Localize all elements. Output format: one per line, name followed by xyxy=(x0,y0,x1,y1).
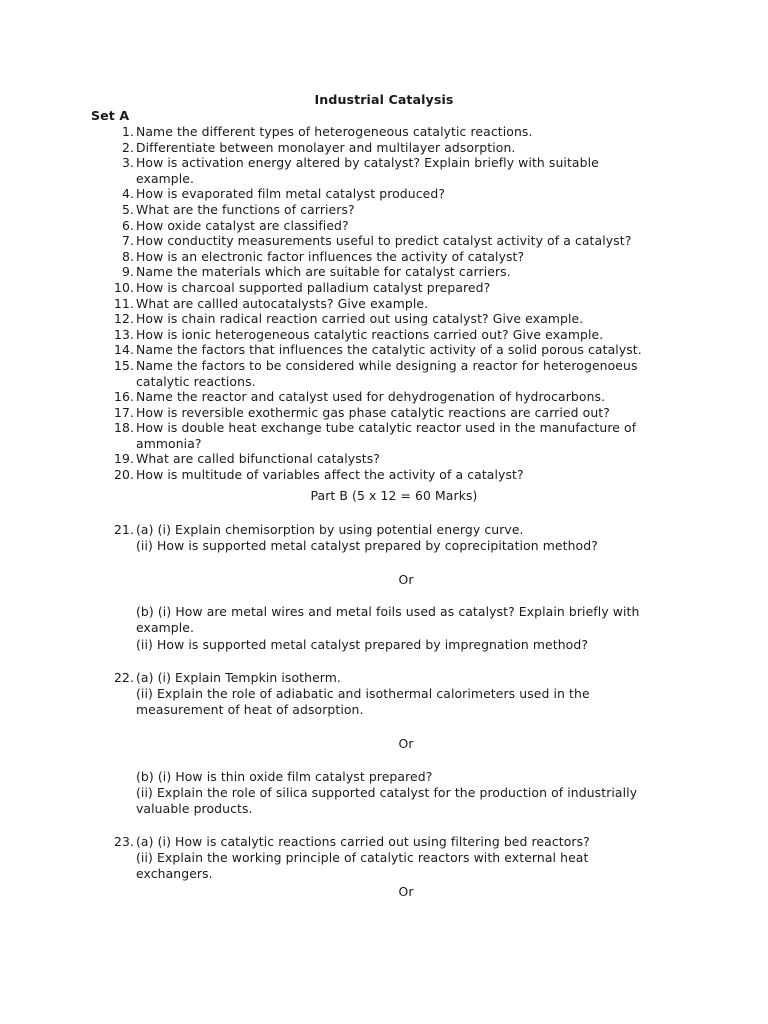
question-part-b-i: (b) (i) How is thin oxide film catalyst prepared? xyxy=(136,769,433,784)
question-number: 3. xyxy=(121,155,134,171)
question-text: How is reversible exothermic gas phase catalytic reactions are carried out? xyxy=(136,404,610,420)
list-item xyxy=(0,124,768,140)
question-number: 15. xyxy=(113,357,134,373)
question-text: How is ionic heterogeneous catalytic reactions carried out? Give example. xyxy=(136,326,604,342)
question-number: 19. xyxy=(113,451,134,467)
question-number: 6. xyxy=(121,217,134,233)
question-text: How is evaporated film metal catalyst produced? xyxy=(136,186,446,202)
question-number: 1. xyxy=(121,124,134,139)
list-item xyxy=(0,405,768,421)
or-separator: Or xyxy=(398,884,414,899)
list-item xyxy=(0,186,768,202)
question-text: How oxide catalyst are classified? xyxy=(136,217,349,233)
question-text: Differentiate between monolayer and multilayer adsorption. xyxy=(136,139,516,155)
question-number: 17. xyxy=(113,404,134,420)
question-list xyxy=(0,124,768,483)
question-number: 12. xyxy=(113,311,134,327)
question-number: 23. xyxy=(113,834,134,849)
question-part-a-ii: (ii) Explain the working principle of catalytic reactors with external heat exchangers. xyxy=(136,850,589,882)
question-text: Name the factors that influences the catalytic activity of a solid porous catalyst. xyxy=(136,342,642,358)
list-item xyxy=(0,389,768,405)
question-number: 18. xyxy=(113,420,134,436)
list-item xyxy=(0,358,768,389)
list-item xyxy=(0,327,768,343)
question-text: How is double heat exchange tube catalytic reactor used in the manufacture of ammonia? xyxy=(136,420,637,451)
list-item xyxy=(0,296,768,312)
list-item xyxy=(0,420,768,451)
question-text: What are callled autocatalysts? Give example. xyxy=(136,295,429,311)
list-item xyxy=(0,280,768,296)
question-number: 2. xyxy=(121,139,134,155)
question-number: 20. xyxy=(113,467,134,483)
list-item xyxy=(0,202,768,218)
list-item xyxy=(0,233,768,249)
question-text: How is charcoal supported palladium catalyst prepared? xyxy=(136,279,491,295)
list-item xyxy=(0,451,768,467)
list-item xyxy=(0,249,768,265)
question-part-a-i: (a) (i) Explain Tempkin isotherm. xyxy=(136,670,341,685)
question-number: 9. xyxy=(121,264,134,280)
question-text: Name the different types of heterogeneous catalytic reactions. xyxy=(136,124,533,139)
question-number: 8. xyxy=(121,248,134,264)
list-item xyxy=(0,155,768,186)
list-item xyxy=(0,467,768,483)
question-number: 10. xyxy=(113,279,134,295)
question-part-b-ii: (ii) How is supported metal catalyst prepared by impregnation method? xyxy=(136,637,588,652)
list-item xyxy=(0,140,768,156)
question-part-a-i: (a) (i) Explain chemisorption by using potential energy curve. xyxy=(136,522,524,537)
list-item xyxy=(0,311,768,327)
list-item xyxy=(0,342,768,358)
question-text: Name the materials which are suitable for catalyst carriers. xyxy=(136,264,511,280)
question-text: Name the factors to be considered while designing a reactor for heterogenoeus catalytic reactions. xyxy=(136,357,638,389)
question-number: 16. xyxy=(113,389,134,405)
question-text: Name the reactor and catalyst used for dehydrogenation of hydrocarbons. xyxy=(136,389,606,405)
or-separator: Or xyxy=(398,736,414,751)
question-number: 14. xyxy=(113,342,134,358)
question-number: 11. xyxy=(113,295,134,311)
set-label: Set A xyxy=(91,108,130,123)
question-text: How is an electronic factor influences the activity of catalyst? xyxy=(136,248,525,264)
question-text: What are the functions of carriers? xyxy=(136,201,355,217)
question-part-b-i: (b) (i) How are metal wires and metal foils used as catalyst? Explain briefly with example. xyxy=(136,604,640,636)
page-title: Industrial Catalysis xyxy=(314,92,454,107)
question-text: How is multitude of variables affect the activity of a catalyst? xyxy=(136,467,524,483)
question-text: What are called bifunctional catalysts? xyxy=(136,451,380,467)
list-item xyxy=(0,218,768,234)
question-number: 4. xyxy=(121,186,134,202)
question-number: 5. xyxy=(121,201,134,217)
list-item xyxy=(0,264,768,280)
part-b-heading: Part B (5 x 12 = 60 Marks) xyxy=(310,488,478,503)
question-number: 21. xyxy=(113,522,134,537)
question-part-b-ii: (ii) Explain the role of silica supported catalyst for the production of industrially valuable products. xyxy=(136,785,638,817)
question-text: How conductity measurements useful to predict catalyst activity of a catalyst? xyxy=(136,233,632,249)
question-part-a-ii: (ii) Explain the role of adiabatic and isothermal calorimeters used in the measurement of heat of adsorption. xyxy=(136,686,590,718)
question-number: 22. xyxy=(113,670,134,685)
or-separator: Or xyxy=(398,572,414,587)
question-text: How is activation energy altered by catalyst? Explain briefly with suitable example. xyxy=(136,155,599,186)
question-number: 13. xyxy=(113,326,134,342)
question-text: How is chain radical reaction carried out using catalyst? Give example. xyxy=(136,311,584,327)
question-part-a-i: (a) (i) How is catalytic reactions carried out using filtering bed reactors? xyxy=(136,834,590,849)
question-part-a-ii: (ii) How is supported metal catalyst prepared by coprecipitation method? xyxy=(136,538,598,553)
question-number: 7. xyxy=(121,233,134,249)
